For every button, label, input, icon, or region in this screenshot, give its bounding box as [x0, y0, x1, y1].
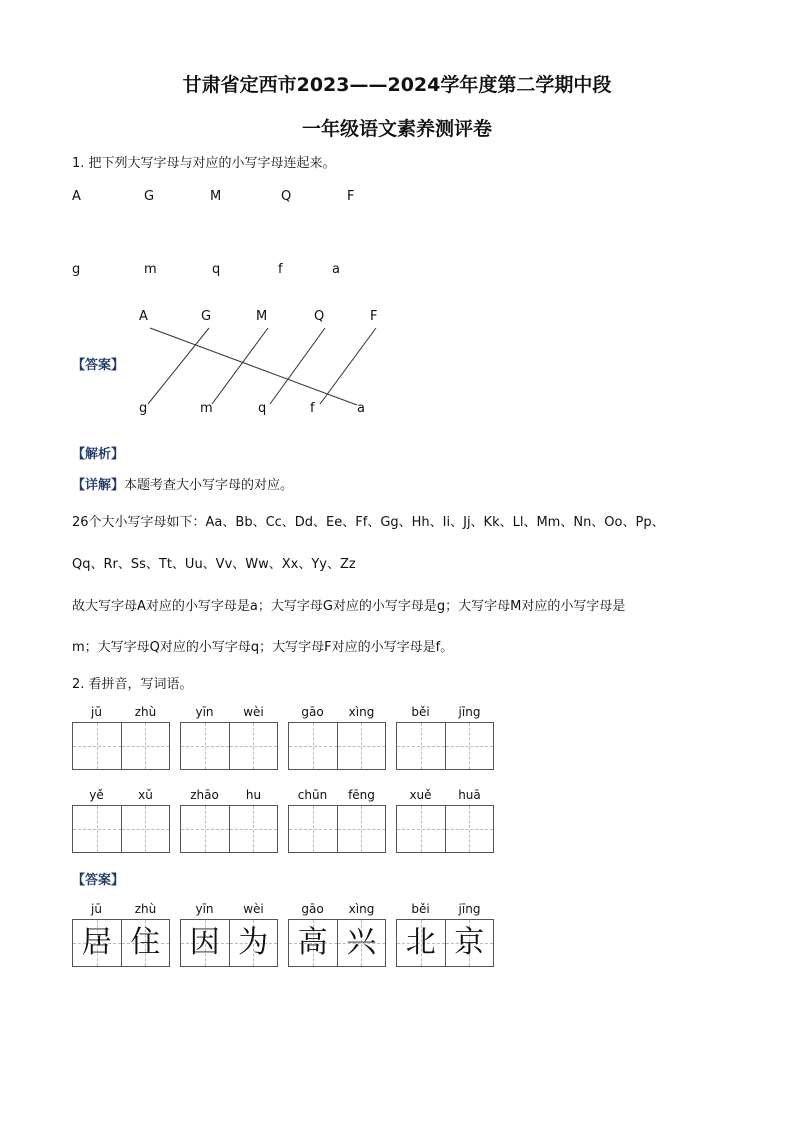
q1-lower-letter: g: [72, 262, 81, 277]
q1-upper-letter: M: [210, 189, 222, 204]
writing-grid-box[interactable]: [396, 722, 494, 770]
match-line-a: [150, 328, 357, 405]
page-title-line1: 甘肃省定西市2023——2024学年度第二学期中段: [182, 74, 612, 96]
writing-cell[interactable]: [337, 806, 386, 852]
answer-character: 住: [130, 925, 161, 960]
answer-upper-letter: A: [139, 309, 148, 324]
answer-lower-letter: m: [200, 401, 213, 416]
answer-cell: [73, 920, 121, 966]
q1-lower-letter: f: [278, 262, 283, 277]
writing-cell[interactable]: [289, 723, 337, 769]
q1-upper-letter: G: [144, 189, 155, 204]
q1-explain-line2: m；大写字母Q对应的小写字母q；大写字母F对应的小写字母是f。: [72, 640, 454, 655]
pinyin-label: chūn: [297, 788, 328, 802]
pinyin-label: zhù: [134, 705, 157, 719]
answer-upper-letter: F: [370, 309, 378, 324]
writing-cell[interactable]: [397, 723, 445, 769]
pinyin-label: huā: [458, 788, 481, 802]
writing-cell[interactable]: [121, 806, 170, 852]
q1-answer-tag: 【答案】: [72, 358, 125, 373]
answer-pinyin-label: gāo: [301, 902, 324, 916]
writing-cell[interactable]: [397, 806, 445, 852]
q1-alphabet-line1: 26个大小写字母如下：Aa、Bb、Cc、Dd、Ee、Ff、Gg、Hh、Ii、Jj、Kk、Ll、Mm、Nn、Oo、Pp、: [72, 515, 665, 530]
q1-lower-letter: q: [212, 262, 221, 277]
answer-character: 高: [297, 925, 328, 960]
answer-pinyin-label: yīn: [195, 902, 214, 916]
answer-grid-box: [396, 919, 494, 967]
pinyin-label: xǔ: [138, 788, 153, 802]
match-line-g: [148, 328, 209, 404]
answer-grid-box: [72, 919, 170, 967]
answer-pinyin-label: wèi: [243, 902, 264, 916]
writing-grid-box[interactable]: [396, 805, 494, 853]
answer-cell: [229, 920, 278, 966]
answer-character: 京: [454, 925, 485, 960]
writing-cell[interactable]: [337, 723, 386, 769]
q2-prompt: 2. 看拼音，写词语。: [72, 677, 193, 692]
pinyin-label: wèi: [243, 705, 264, 719]
q1-upper-letter: F: [347, 189, 355, 204]
answer-pinyin-label: běi: [411, 902, 430, 916]
answer-pinyin-label: jū: [91, 902, 102, 916]
answer-lower-letter: f: [310, 401, 315, 416]
writing-cell[interactable]: [181, 806, 229, 852]
q1-upper-letter: A: [72, 189, 81, 204]
writing-cell[interactable]: [229, 806, 278, 852]
answer-lower-letter: g: [139, 401, 148, 416]
pinyin-label: yīn: [195, 705, 214, 719]
answer-grid-box: [180, 919, 278, 967]
page-title-line2: 一年级语文素养测评卷: [301, 118, 492, 140]
writing-cell[interactable]: [289, 806, 337, 852]
answer-pinyin-label: jīng: [458, 902, 481, 916]
writing-cell[interactable]: [73, 806, 121, 852]
q1-lower-letter: m: [144, 262, 157, 277]
pinyin-label: zhāo: [190, 788, 219, 802]
q1-explain-line1: 故大写字母A对应的小写字母是a；大写字母G对应的小写字母是g；大写字母M对应的小写字母是: [72, 599, 626, 614]
answer-pinyin-label: zhù: [134, 902, 157, 916]
q1-prompt: 1. 把下列大写字母与对应的小写字母连起来。: [72, 156, 336, 171]
q1-lower-letter: a: [332, 262, 340, 277]
writing-grid-box[interactable]: [288, 805, 386, 853]
answer-character: 为: [238, 925, 269, 960]
answer-cell: [121, 920, 170, 966]
answer-character: 因: [189, 925, 220, 960]
answer-cell: [445, 920, 494, 966]
answer-grid-box: [288, 919, 386, 967]
writing-grid-box[interactable]: [288, 722, 386, 770]
answer-upper-letter: M: [256, 309, 268, 324]
answer-character: 北: [405, 925, 436, 960]
pinyin-label: běi: [411, 705, 430, 719]
writing-grid-box[interactable]: [72, 722, 170, 770]
writing-grid-box[interactable]: [180, 805, 278, 853]
pinyin-label: jīng: [458, 705, 481, 719]
answer-lower-letter: a: [357, 401, 365, 416]
q2-answer-tag: 【答案】: [72, 873, 125, 888]
q1-upper-letter: Q: [281, 189, 292, 204]
answer-character: 兴: [346, 925, 377, 960]
pinyin-label: xìng: [348, 705, 375, 719]
q1-detail: [72, 474, 293, 493]
pinyin-label: fēng: [348, 788, 375, 802]
answer-cell: [397, 920, 445, 966]
answer-cell: [289, 920, 337, 966]
answer-upper-letter: G: [201, 309, 212, 324]
writing-cell[interactable]: [121, 723, 170, 769]
pinyin-label: yě: [89, 788, 104, 802]
writing-cell[interactable]: [73, 723, 121, 769]
answer-pinyin-label: xìng: [348, 902, 375, 916]
q1-detail-tag: 【详解】: [72, 478, 125, 493]
pinyin-label: jū: [91, 705, 102, 719]
writing-cell[interactable]: [445, 723, 494, 769]
writing-cell[interactable]: [229, 723, 278, 769]
answer-upper-letter: Q: [314, 309, 325, 324]
pinyin-label: xuě: [409, 788, 432, 802]
writing-grid-box[interactable]: [72, 805, 170, 853]
writing-cell[interactable]: [445, 806, 494, 852]
q1-alphabet-line2: Qq、Rr、Ss、Tt、Uu、Vv、Ww、Xx、Yy、Zz: [72, 557, 356, 572]
writing-grid-box[interactable]: [180, 722, 278, 770]
q1-analysis-tag: 【解析】: [72, 447, 125, 462]
answer-character: 居: [81, 925, 112, 960]
match-line-f: [320, 328, 376, 404]
pinyin-label: gāo: [301, 705, 324, 719]
pinyin-label: hu: [245, 788, 262, 802]
q1-detail-text: 本题考查大小写字母的对应。: [124, 478, 294, 493]
match-line-m: [212, 328, 268, 404]
match-line-q: [270, 328, 325, 404]
writing-cell[interactable]: [181, 723, 229, 769]
answer-cell: [337, 920, 386, 966]
answer-cell: [181, 920, 229, 966]
answer-lower-letter: q: [258, 401, 267, 416]
